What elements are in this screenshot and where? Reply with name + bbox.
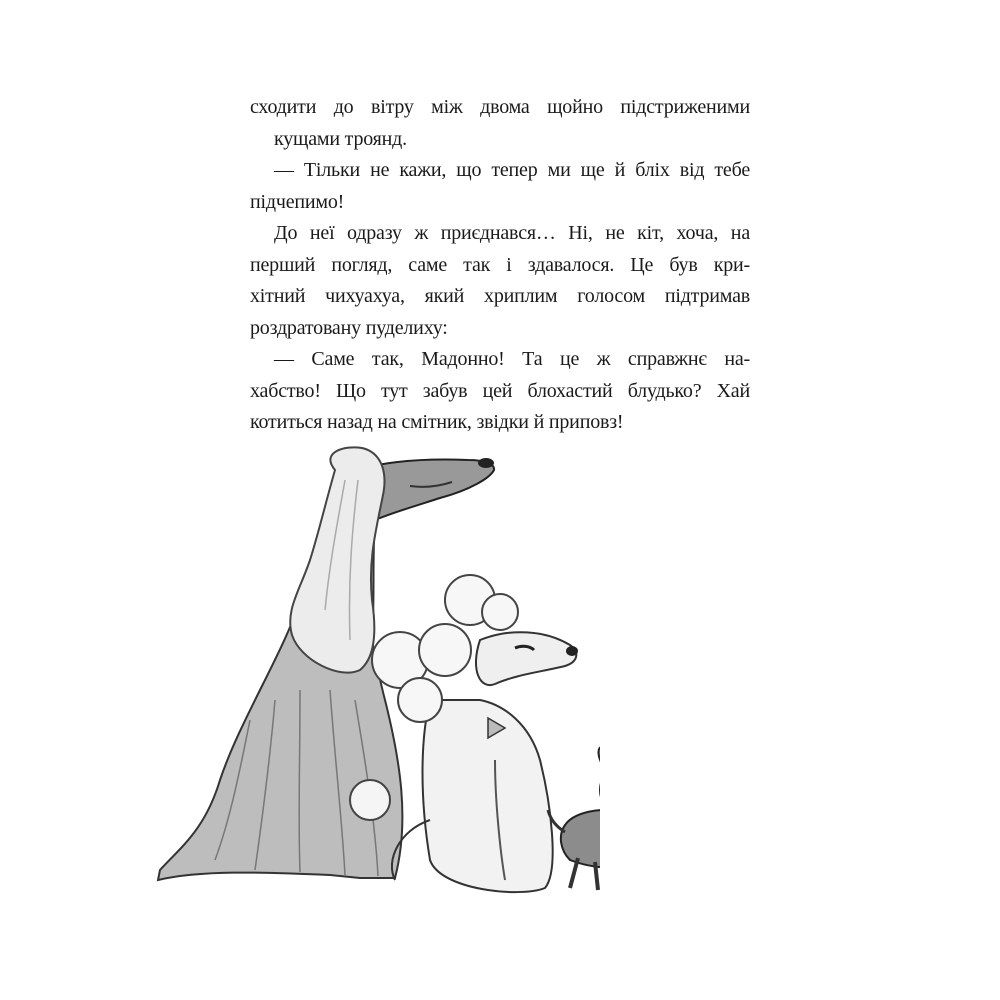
text-line: До неї одразу ж приєднався… Ні, не кіт, хоча, на: [274, 222, 750, 244]
dogs-illustration: [150, 440, 600, 910]
page-text: [250, 92, 750, 439]
text-line: котиться назад на смітник, звідки й приповз!: [250, 411, 624, 433]
text-line: підчепимо!: [250, 190, 345, 213]
text-line: — Саме так, Мадонно! Та це ж справжнє на-: [274, 348, 750, 370]
text-line: — Тільки не кажи, що тепер ми ще й бліх від тебе: [274, 159, 750, 181]
text-line: хабство! Що тут забув цей блохастий блудько? Хай: [250, 379, 750, 402]
text-line: роздратовану пуделиху:: [250, 316, 448, 339]
text-line: перший погляд, саме так і здавалося. Це був кри-: [250, 253, 750, 276]
text-line: кущами троянд.: [274, 127, 407, 150]
text-line: хітний чихуахуа, який хриплим голосом підтримав: [250, 285, 750, 307]
chihuahua: [548, 746, 600, 890]
text-line: сходити до вітру між двома щойно підстриженими: [250, 96, 750, 118]
